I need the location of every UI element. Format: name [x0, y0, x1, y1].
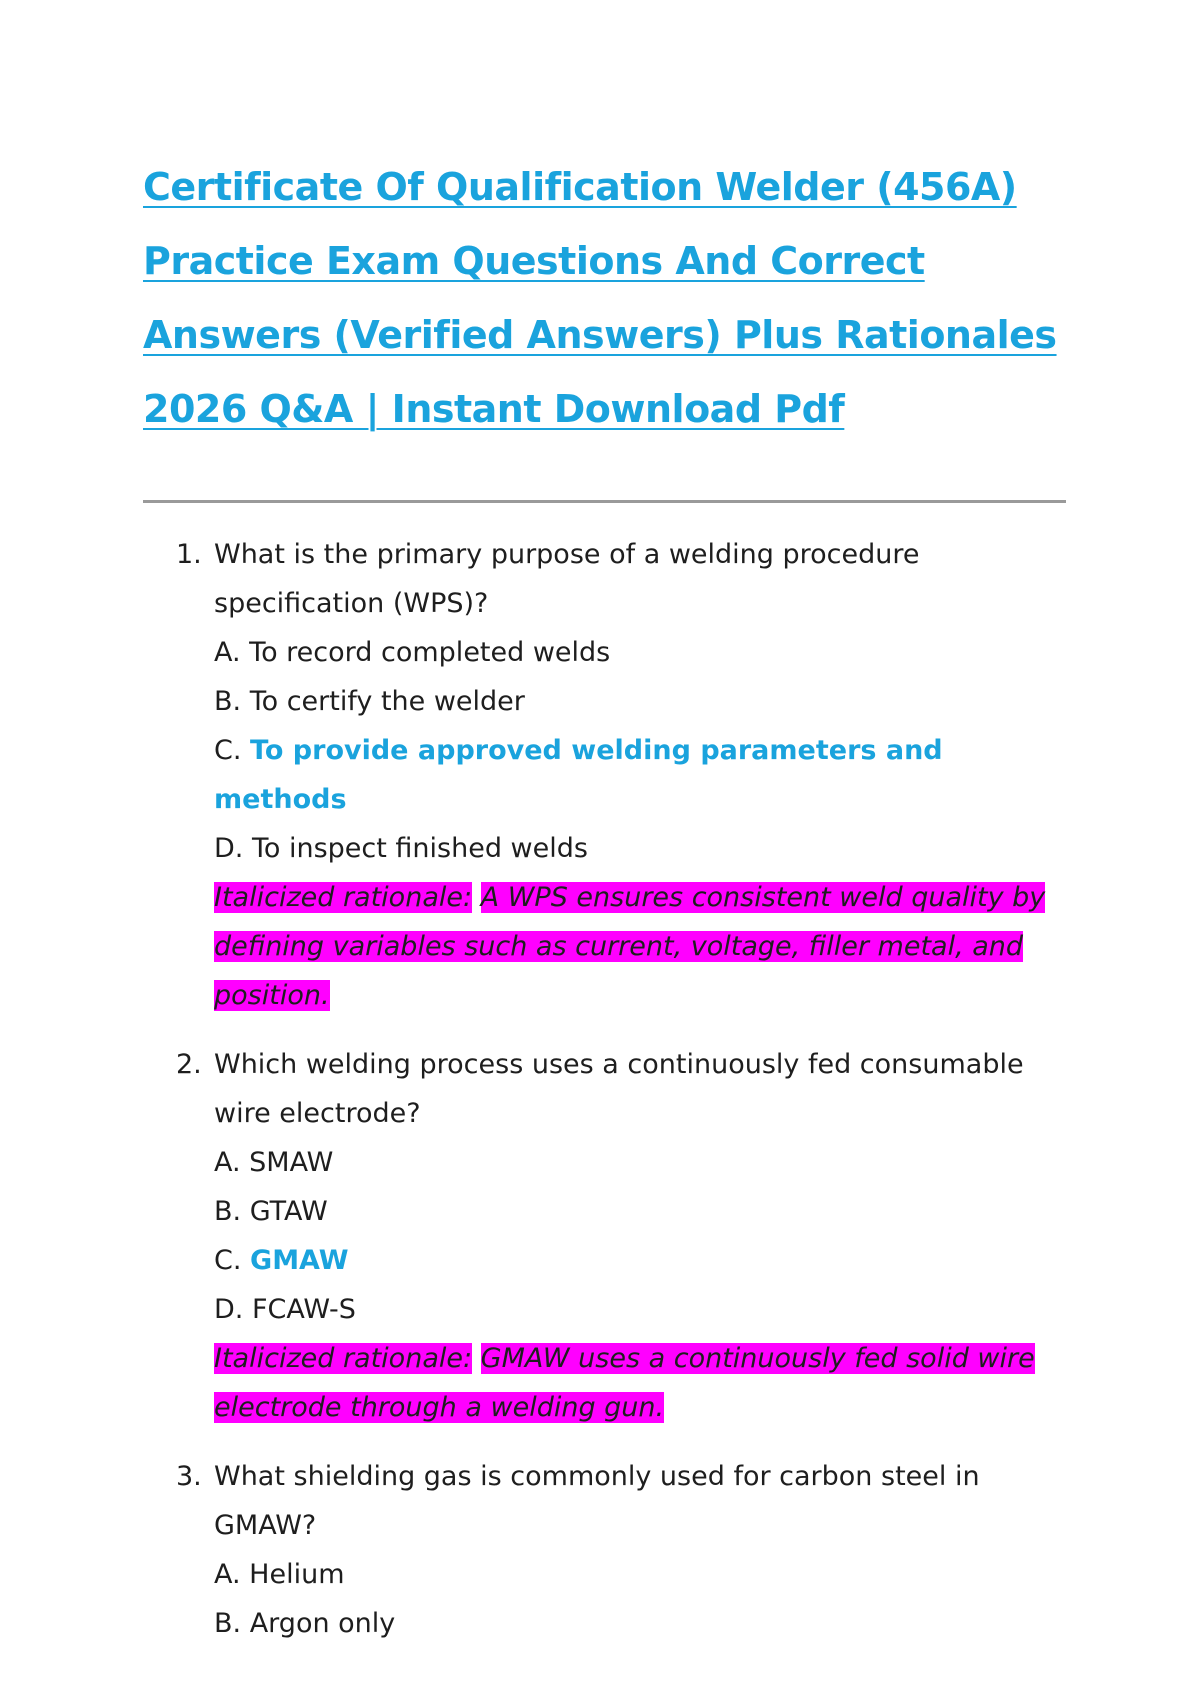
option-d: D. FCAW-S	[214, 1294, 356, 1325]
option-a: A. SMAW	[214, 1147, 334, 1178]
question-number: 3.	[176, 1461, 202, 1492]
option-a: A. Helium	[214, 1559, 345, 1590]
rationale-text: A WPS ensures consistent weld quality by defining variables such as current, voltage, filler metal, and position.	[214, 882, 1046, 1011]
document-title-link[interactable]: Certificate Of Qualification Welder (456A) Practice Exam Questions And Correct Answers (Verified Answers) Plus Rationales 2026 Q&A | Instant Download Pdf	[143, 165, 1057, 431]
question-stem: What shielding gas is commonly used for carbon steel in GMAW?	[214, 1461, 980, 1541]
option-b: B. To certify the welder	[214, 686, 525, 717]
document-title	[143, 150, 1083, 446]
option-a: A. To record completed welds	[214, 637, 611, 668]
question-stem: What is the primary purpose of a welding procedure specification (WPS)?	[214, 539, 920, 619]
question-number: 2.	[176, 1049, 202, 1080]
question-list	[176, 530, 1076, 1668]
option-c-correct-answer: C. GMAW	[214, 1245, 349, 1276]
question-stem: Which welding process uses a continuously fed consumable wire electrode?	[214, 1049, 1024, 1129]
rationale	[214, 873, 1076, 1020]
rationale-label: Italicized rationale:	[214, 882, 473, 913]
question-2	[176, 1040, 1076, 1432]
option-c-correct-answer: C. To provide approved welding parameters and methods	[214, 735, 943, 815]
option-b: B. GTAW	[214, 1196, 328, 1227]
question-3	[176, 1452, 1076, 1648]
option-b: B. Argon only	[214, 1608, 396, 1639]
question-1	[176, 530, 1076, 1020]
rationale-text: GMAW uses a continuously fed solid wire electrode through a welding gun.	[214, 1343, 1035, 1423]
horizontal-divider	[143, 500, 1066, 503]
option-d: D. To inspect finished welds	[214, 833, 588, 864]
question-number: 1.	[176, 539, 202, 570]
rationale-label: Italicized rationale:	[214, 1343, 473, 1374]
rationale	[214, 1334, 1076, 1432]
